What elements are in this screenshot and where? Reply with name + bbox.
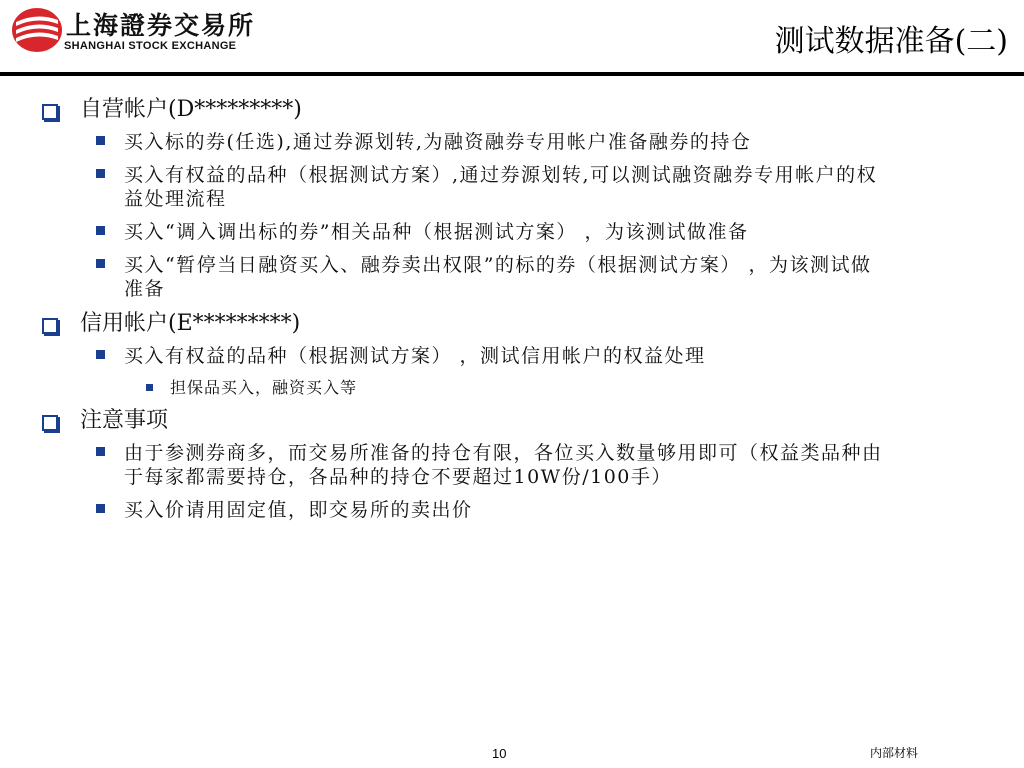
square-bullet-icon	[96, 169, 105, 178]
sse-logo-icon	[10, 6, 64, 54]
logo-english-name: SHANGHAI STOCK EXCHANGE	[64, 40, 237, 52]
section-heading	[40, 310, 920, 338]
logo-chinese-name: 上海證券交易所	[66, 11, 256, 40]
list-item-text: 由于参测券商多，而交易所准备的持仓有限，各位买入数量够用即可（权益类品种由于每家都需要持仓，各品种的持仓不要超过10W份/100手）	[124, 442, 883, 488]
slide-title: 测试数据准备(二)	[774, 24, 1008, 59]
section-heading	[40, 407, 920, 435]
section-heading-text: 自营帐户(D*********)	[80, 97, 302, 122]
square-bullet-icon	[96, 226, 105, 235]
list-item	[40, 498, 884, 522]
list-item	[40, 253, 884, 301]
section-heading	[40, 96, 920, 124]
list-item	[40, 344, 884, 368]
hollow-square-bullet-icon	[42, 415, 58, 431]
list-item-text: 买入有权益的品种（根据测试方案） ，测试信用帐户的权益处理	[124, 345, 706, 367]
page-number: 10	[492, 746, 507, 761]
section-heading-text: 信用帐户(E*********)	[80, 311, 301, 336]
list-item-text: 买入标的券(任选),通过券源划转,为融资融券专用帐户准备融券的持仓	[124, 131, 752, 153]
list-item	[40, 163, 884, 211]
list-item	[40, 220, 884, 244]
square-bullet-icon	[96, 447, 105, 456]
square-bullet-icon	[96, 504, 105, 513]
footer-note: 内部材料	[870, 746, 919, 760]
square-bullet-icon	[96, 259, 105, 268]
small-square-bullet-icon	[146, 384, 153, 391]
list-item	[40, 130, 884, 154]
slide-content	[40, 96, 920, 531]
square-bullet-icon	[96, 350, 105, 359]
sse-logo	[8, 4, 268, 60]
list-item-text: 买入有权益的品种（根据测试方案）,通过券源划转,可以测试融资融券专用帐户的权益处理流程	[124, 164, 878, 210]
hollow-square-bullet-icon	[42, 318, 58, 334]
section-heading-text: 注意事项	[80, 408, 169, 433]
list-item	[40, 441, 884, 489]
square-bullet-icon	[96, 136, 105, 145]
sub-list-item	[40, 377, 920, 399]
list-item-text: 买入“暂停当日融资买入、融券卖出权限”的标的券（根据测试方案） ，为该测试做准备	[124, 254, 872, 300]
header-divider	[0, 72, 1024, 76]
list-item-text: 买入价请用固定值，即交易所的卖出价	[124, 499, 473, 521]
sub-list-item-text: 担保品买入，融资买入等	[170, 378, 358, 397]
list-item-text: 买入“调入调出标的券”相关品种（根据测试方案） ，为该测试做准备	[124, 221, 749, 243]
hollow-square-bullet-icon	[42, 104, 58, 120]
